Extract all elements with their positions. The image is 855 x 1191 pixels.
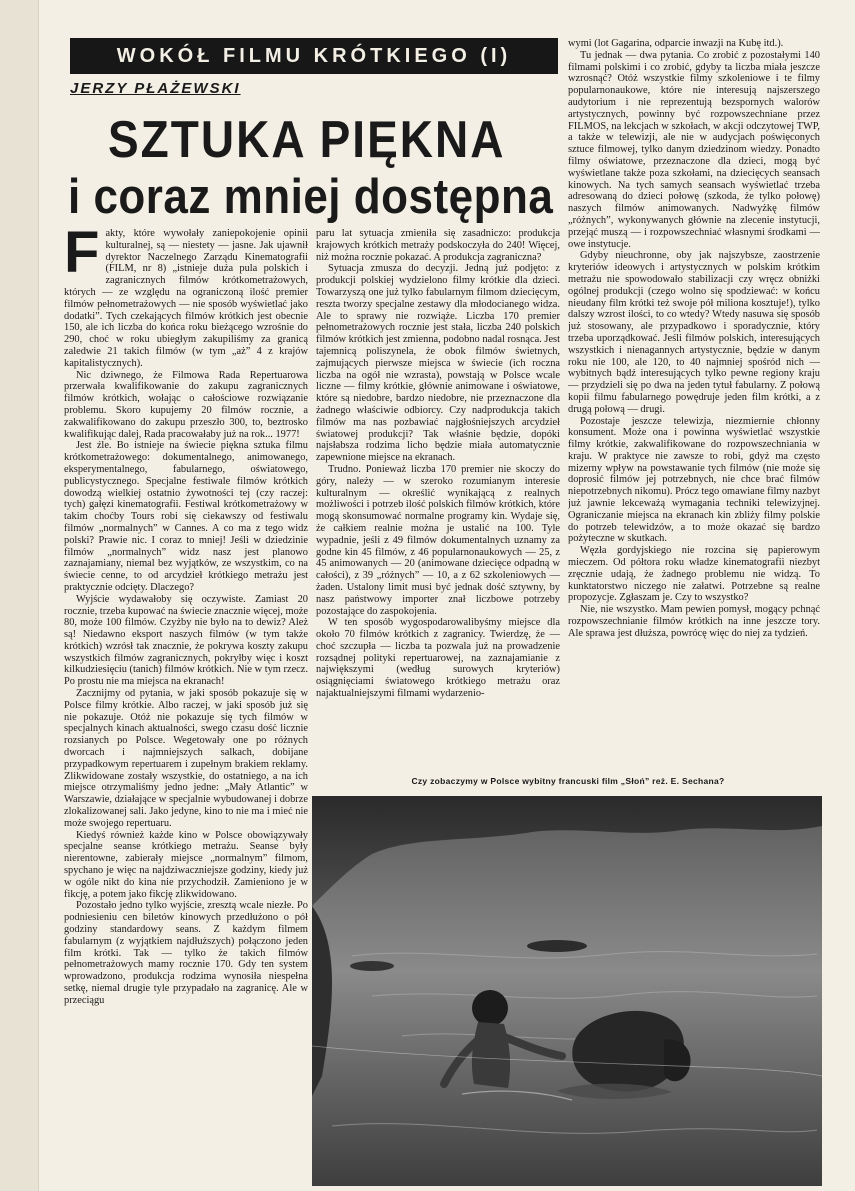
paragraph: Kiedyś również każde kino w Polsce obowiązywały specjalne seanse krótkiego metrażu. Seanse były nierentowne, zabierały miejsce „normalnym” filmom, spychano je więc na najdziwaczniejsze godziny, kiedy już w ogóle nikt do kina nie przychodził. Zamieniono je w fikcję, a potem jako fikcję zlikwidowano. <box>64 829 308 900</box>
photo-caption: Czy zobaczymy w Polsce wybitny francuski film „Słoń” reż. E. Sechana? <box>411 776 725 786</box>
film-still-image <box>312 796 822 1186</box>
paragraph: Gdyby nieuchronne, oby jak najszybsze, zaostrzenie kryteriów ideowych i artystycznych w polskim krótkim metrażu nie spowodowało stabilizacji czy wręcz obniżki ogólnej produkcji (czego wolno się spodziewać: w końcu nieudany film krótki też swoje pół miliona kosztuje!), tylko dalszy wzrost ilości, to co wtedy? Wtedy nasuwa się sposób już stosowany, ale przypadkowo i sporadycznie, który trzeba uporządkować. Jeśli filmów polskich, interesujących wszystkich i nienagannych artystycznie, będzie w danym roku nie 100, ale 120, to 40 najmniej spośród nich — wybitnych bądź interesujących tylko pewne regiony kraju — przydzieli się po dwa na jeden tytuł fabularny. Z połową kopii filmu fabularnego powędruje jeden film krótki, a z drugą połową — drugi. <box>568 250 820 415</box>
headline-line-2: i coraz mniej dostępna <box>68 169 554 224</box>
paragraph: Wyjście wydawałoby się oczywiste. Zamiast 20 rocznie, trzeba kupować na świecie znacznie więcej, może 80, może 100 filmów. Czyżby nie było na to dewiz? Ależ są! Niedawno eksport naszych filmów (w tym także krótkich) wzrósł tak znacznie, że pokrywa koszty zakupu wszystkich filmów zagranicznych, pokryłby więc i koszt kilkudziesięciu (tanich) filmów krótkich. Nie w tym rzecz. Po prostu nie ma miejsca na ekranach! <box>64 593 308 688</box>
paragraph: paru lat sytuacja zmieniła się zasadniczo: produkcja krajowych krótkich metraży podskoczyła do 240! Więcej, niż można rocznie pokazać. A produkcja zagraniczna? <box>316 228 560 263</box>
drop-cap: F <box>64 228 100 285</box>
film-still-photo <box>312 796 822 1186</box>
paragraph: Trudno. Ponieważ liczba 170 premier nie skoczy do góry, należy — w szeroko rozumianym interesie kulturalnym — określić wynikającą z realnych możliwości i potrzeb ilość polskich filmów krótkich, które mogą skonsumować normalne programy kin. Wydaje się, że całkiem realnie można je ustalić na 100. Tyle wypadnie, jeśli z 49 filmów dokumentalnych uznamy za godne kin 45 filmów, z 46 popularnonaukowych — 25, z 45 animowanych — 20 (animowane dziecięce odpadną w całości), z 39 „różnych” — 10, a z 62 szkoleniowych — żaden. Ustalony limit musi być jednak dość sztywny, by nasz państwowy importer znał liczbowe potrzeby pozostające do zaspokojenia. <box>316 463 560 617</box>
author-name: JERZY PŁAŻEWSKI <box>70 80 241 97</box>
paragraph: Zacznijmy od pytania, w jaki sposób pokazuje się w Polsce filmy krótkie. Albo raczej, w jaki sposób już się nie pokazuje. Otóż nie pokazuje się tych filmów w specjalnych kinach aktualności, swego czasu dość licznie rozsianych po Polsce. Wegetowały one po różnych dworcach i najmniejszych salkach, dobijane przypadkowym repertuarem i zupełnym brakiem reklamy. Zlikwidowane zostały wszystkie, do ostatniego, a na ich miejsce otrzymaliśmy jedno jedne: „Mały Atlantic” w Warszawie, działające w specjalnie wybudowanej i dobrze zlokalizowanej sali. Jako jedyne, kino to nie ma i mieć nie może swojego repertuaru. <box>64 688 308 829</box>
page-margin <box>0 0 39 1191</box>
paragraph: Sytuacja zmusza do decyzji. Jedną już podjęto: z produkcji polskiej wydzielono filmy krótkie dla dzieci. Towarzyszą one już tylko fabularnym filmom dziecięcym, reszta tworzy specjalne zestawy dla młodocianego widza. Ale to sprawy nie rozwiąże. Liczba 170 premier pełnometrażowych rocznie jest stała, liczba 240 polskich filmów krótkich jest zmienna, podobno nadal rosnąca. Jest tajemnicą poliszynela, że obok filmów świetnych, zajmujących pierwsze miejsca w świecie (ich roczna liczba na ogół nie wzrasta), powstają w Polsce wcale liczne — filmy krótkie, głównie animowane i oświatowe, które są niedobre, bardzo niedobre, nie przeznaczone dla żadnego właściwie odbiorcy. Czy nadprodukcja takich filmów ma nas pozbawiać najgłośniejszych arcydzieł światowej produkcji? Tak właśnie będzie, dopóki najsłabsza rodzima licho będzie miała automatycznie zapewnione miejsce na ekranach. <box>316 263 560 464</box>
paragraph: Jest źle. Bo istnieje na świecie piękna sztuka filmu krótkometrażowego: dokumentalnego, animowanego, eksperymentalnego, fabularnego, oświatowego, publicystycznego. Specjalne festiwale filmów krótkich dowodzą wielkiej ostatnio żywotności tej (czy raczej: tych) gałęzi kinematografii. Festiwal krótkometrażowy w takim choćby Tours robi się ciekawszy od festiwalu filmów „normalnych” w Cannes. A co ma z tego widz polski? Prawie nic. I coraz to mniej! Jeśli w dziedzinie filmów „normalnych” widz nasz jest planowo zaznajamiany, niemal bez wyjątków, ze wszystkim, co na świecie cenne, to od arcydzieł krótkiego metrażu jest praktycznie odcięty. Dlaczego? <box>64 440 308 593</box>
article-column-2 <box>316 228 560 788</box>
paragraph: wymi (lot Gagarina, odparcie inwazji na Kubę itd.). <box>568 38 784 49</box>
paragraph: Tu jednak — dwa pytania. Co zrobić z pozostałymi 140 filmami polskimi i co zrobić, gdyby ta liczba miała jeszcze wzrosnąć? Otóż wszystkie filmy szkoleniowe i te filmy popularnonaukowe, które nie interesują najszerszego audytorium i nie reprezentują bezspornych walorów artystycznych, powinny być rozpowszechniane przez FILMOS, na lekcjach w szkołach, w akcji odczytowej TWP, a także w telewizji, ale nie w audycjach poświęconych sztuce filmowej, tylko danym dziedzinom wiedzy. Ponadto filmy oświatowe, przeznaczone dla dzieci, mogą być wyświetlane także poza szkołami, na dziecięcych seansach kinowych. Na tych samych seansach wyświetlać trzeba adresowaną do dzieci połowę (szkoda, że tylko połowę) naszych filmów animowanych. Nadwyżkę filmów „różnych”, wykonywanych głównie na zlecenie instytucji, przejąć muszą — i rozpowszechniać własnymi środkami — owe instytucje. <box>568 49 820 250</box>
paragraph: Nic dziwnego, że Filmowa Rada Repertuarowa przerwała kwalifikowanie do zakupu zagranicznych filmów krótkich, wołając o całościowe rozwiązanie problemu. Skoro kupujemy 20 filmów rocznie, a zakwalifikowano do zakupu przeszło 300, to, beztrosko kwalifikując dalej, Rada pracowałaby już na rok... 1977! <box>64 369 308 440</box>
article-column-1 <box>64 228 308 1176</box>
article-column-3 <box>568 38 820 788</box>
paragraph: Węzła gordyjskiego nie rozcina się papierowym mieczem. Od półtora roku władze kinematografii niezbyt zręcznie udają, że żadnego problemu nie widzą. To kunktatorstwo niczego nie załatwi. Potrzebne są realne propozycje. Zgłaszam je. Czy to wszystko? <box>568 545 820 604</box>
paragraph: Pozostaje jeszcze telewizja, niezmiernie chłonny konsument. Może ona i powinna wyświetlać wszystkie filmy krótkie, zakwalifikowane do rozpowszechniania w kraju. W praktyce nie zawsze to robi, gdyż ma często mizerny wpływ na powstawanie tych filmów (nie może się doprosić filmów jej potrzebnych, nie chce brać filmów niepotrzebnych nikomu). Prócz tego omawiane filmy nazbyt już jawnie lekceważą wymagania techniki telewizyjnej. Ograniczanie miejsca na ekranach kin zbliży filmy polskie do potrzeb telewidzów, a to może okazać się bardzo pożyteczne w skutkach. <box>568 415 820 545</box>
paragraph: W ten sposób wygospodarowalibyśmy miejsce dla około 70 filmów krótkich z zagranicy. Twierdzę, że — choć szczupła — liczba ta pozwala już na prowadzenie rozsądnej polityki repertuarowej, na zaznajamianie z największymi (według surowych kryteriów) osiągnięciami światowego krótkiego metrażu oraz najaktualniejszymi filmami wydarzenio- <box>316 617 560 700</box>
paragraph: Pozostało jedno tylko wyjście, zresztą wcale niezłe. Po podniesieniu cen biletów kinowych przedłużono o pół godziny standardowy seans. Z każdym filmem fabularnym (z wyjątkiem najdłuższych) połączono jeden film krótki. Tak — tylko że takich filmów pełnometrażowych mamy rocznie 170. Gdy ten system wprowadzono, produkcja rodzima wynosiła niespełna setkę, niemal drugie tyle przypadało na zagranicę. Ale w przeciągu <box>64 900 308 1006</box>
section-banner: WOKÓŁ FILMU KRÓTKIEGO (I) <box>70 38 558 74</box>
paragraph: Nie, nie wszystko. Mam pewien pomysł, mogący pchnąć rozpowszechnianie filmów krótkich na inne jeszcze tory. Ale sprawa jest dłuższa, powrócę więc do niej za tydzień. <box>568 604 820 639</box>
paragraph: Fakty, które wywołały zaniepokojenie opinii kulturalnej, są — niestety — jasne. Jak ujawnił dyrektor Naczelnego Zarządu Kinematografii (FILM, nr 8) „istnieje duża pula polskich i zagranicznych filmów krótkometrażowych, których — ze względu na ograniczoną ilość premier filmów pełnometrażowych — nie sposób wyświetlać jako dodatki”. Tych czekających filmów krótkich jest obecnie 150, ale ich liczba do końca roku bieżącego wzrośnie do 290, choć w roku ubiegłym zakupiliśmy za granicą zaledwie 21 takich filmów (w tym „aż” 4 z krajów kapitalistycznych). <box>64 228 308 369</box>
headline-line-1: SZTUKA PIĘKNA <box>108 110 506 169</box>
